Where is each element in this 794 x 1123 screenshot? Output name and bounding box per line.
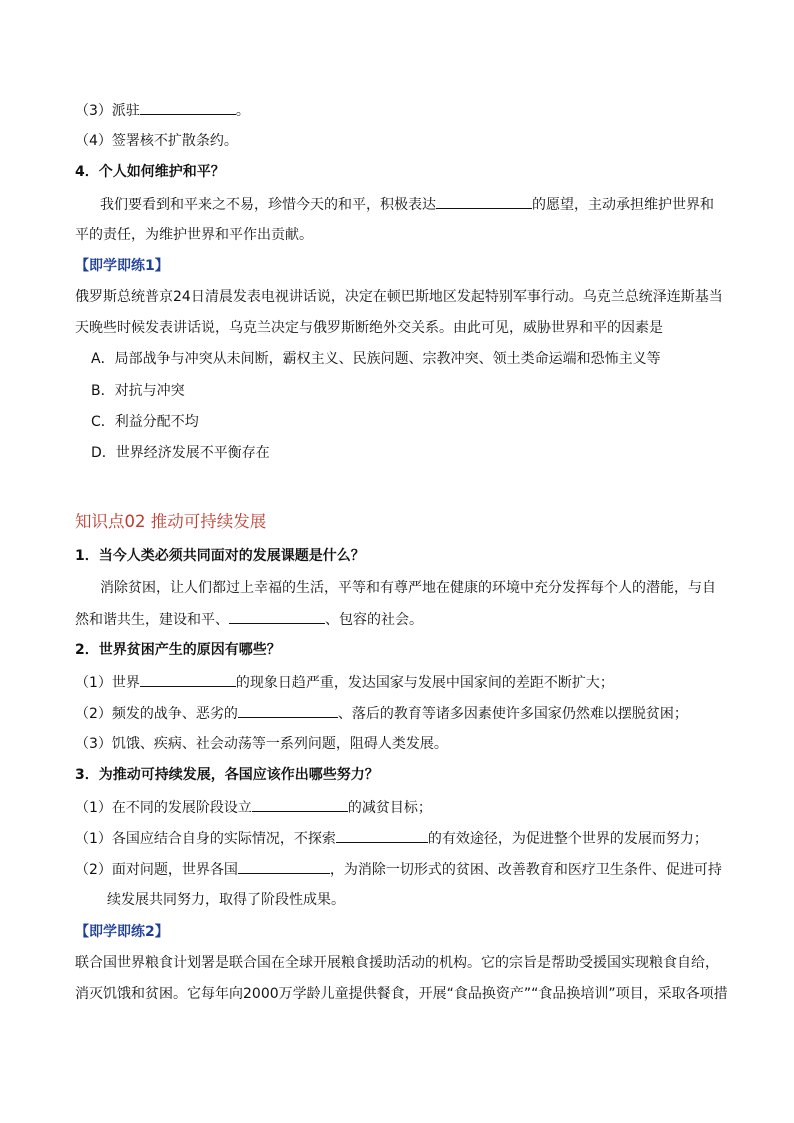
- text-line: [100, 194, 714, 215]
- text-line: [75, 859, 722, 880]
- text-segment: 、落后的教育等诸多因素使许多国家仍然难以摆脱贫困；: [337, 706, 688, 722]
- text-line: [75, 672, 614, 693]
- fill-blank[interactable]: [229, 609, 325, 624]
- fill-blank[interactable]: [238, 703, 338, 718]
- option-c[interactable]: C．利益分配不均: [91, 414, 199, 430]
- text-segment: 、包容的社会。: [325, 612, 423, 628]
- section-title: 知识点02 推动可持续发展: [75, 512, 267, 531]
- text-line: [75, 609, 423, 630]
- text-segment: （2）频发的战争、恶劣的: [75, 706, 238, 722]
- fill-blank[interactable]: [436, 194, 532, 209]
- text-line: 俄罗斯总统普京24日清晨发表电视讲话说，决定在顿巴斯地区发起特别军事行动。乌克兰总统泽连斯基当: [75, 289, 723, 305]
- practice-tag: 【即学即练2】: [75, 924, 169, 940]
- text-line: 续发展共同努力，取得了阶段性成果。: [107, 892, 345, 908]
- text-line: [75, 797, 432, 818]
- text-segment: （1）在不同的发展阶段设立: [75, 800, 252, 816]
- text-line: 天晚些时候发表讲话说，乌克兰决定与俄罗斯断绝外交关系。由此可见，威胁世界和平的因素是: [75, 320, 663, 336]
- text-segment: （3）派驻: [75, 103, 140, 119]
- fill-blank[interactable]: [336, 828, 428, 843]
- option-d[interactable]: D．世界经济发展不平衡存在: [91, 445, 270, 461]
- text-line: （3）饥饿、疾病、社会动荡等一系列问题，阻碍人类发展。: [75, 736, 448, 752]
- text-line: [75, 703, 688, 724]
- fill-blank[interactable]: [140, 100, 236, 115]
- option-b[interactable]: B．对抗与冲突: [91, 383, 185, 399]
- text-line: （4）签署核不扩散条约。: [75, 133, 238, 149]
- question-heading: 2．世界贫困产生的原因有哪些？: [75, 642, 281, 658]
- fill-blank[interactable]: [140, 672, 236, 687]
- question-heading: 1．当今人类必须共同面对的发展课题是什么？: [75, 548, 365, 564]
- text-segment: ，为消除一切形式的贫困、改善教育和医疗卫生条件、促进可持: [329, 862, 722, 878]
- text-segment: 的愿望，主动承担维护世界和: [532, 197, 714, 213]
- text-segment: 的减贫目标；: [347, 800, 432, 816]
- practice-tag: 【即学即练1】: [75, 258, 169, 274]
- text-segment: 的有效途径，为促进整个世界的发展而努力；: [427, 831, 708, 847]
- text-segment: （2）面对问题，世界各国: [75, 862, 238, 878]
- question-heading: 3．为推动可持续发展，各国应该作出哪些努力？: [75, 767, 379, 783]
- text-segment: 然和谐共生，建设和平、: [75, 612, 229, 628]
- text-segment: （1）世界: [75, 675, 140, 691]
- text-line: 平的责任，为维护世界和平作出贡献。: [75, 227, 313, 243]
- text-line: [75, 828, 708, 849]
- text-line: [75, 100, 250, 121]
- text-line: 消灭饥饿和贫困。它每年向2000万学龄儿童提供餐食，开展“食品换资产”“食品换培训”项目，采取各项措: [75, 986, 728, 1002]
- text-segment: （1）各国应结合自身的实际情况，不探索: [75, 831, 336, 847]
- text-segment: 的现象日趋严重，发达国家与发展中国家间的差距不断扩大；: [235, 675, 614, 691]
- text-segment: 。: [235, 103, 250, 119]
- option-a[interactable]: A．局部战争与冲突从未间断，霸权主义、民族问题、宗教冲突、领土类命运端和恐怖主义等: [91, 351, 661, 367]
- fill-blank[interactable]: [238, 859, 330, 874]
- text-line: 消除贫困，让人们都过上幸福的生活，平等和有尊严地在健康的环境中充分发挥每个人的潜能，与自: [100, 580, 716, 596]
- question-heading: 4．个人如何维护和平？: [75, 164, 225, 180]
- text-line: 联合国世界粮食计划署是联合国在全球开展粮食援助活动的机构。它的宗旨是帮助受援国实现粮食自给，: [75, 955, 719, 971]
- text-segment: 我们要看到和平来之不易，珍惜今天的和平，积极表达: [100, 197, 436, 213]
- fill-blank[interactable]: [252, 797, 348, 812]
